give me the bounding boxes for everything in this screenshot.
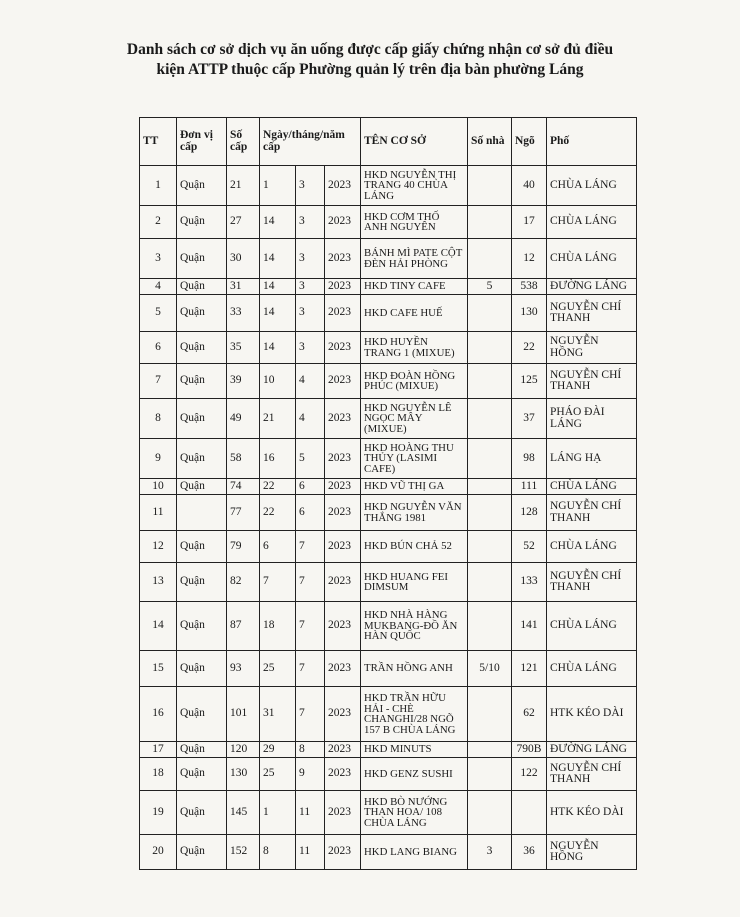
row-don-vi: Quận [177, 364, 227, 399]
row-tt: 10 [140, 479, 177, 495]
row-ngay: 14 [260, 239, 296, 279]
row-don-vi: Quận [177, 835, 227, 870]
row-so-cap: 35 [227, 332, 260, 364]
row-thang: 9 [296, 758, 325, 791]
row-tt: 9 [140, 439, 177, 479]
row-thang: 8 [296, 742, 325, 758]
row-pho: NGUYỄN CHÍ THANH [547, 563, 637, 602]
row-tt: 8 [140, 399, 177, 439]
row-so-cap: 120 [227, 742, 260, 758]
row-so-nha [468, 364, 512, 399]
row-ten-co-so: HKD TRẦN HỮU HẢI - CHÈ CHANGHI/28 NGÕ 157 B CHÙA LÁNG [361, 687, 468, 742]
row-don-vi: Quận [177, 206, 227, 239]
row-tt: 4 [140, 279, 177, 295]
row-don-vi: Quận [177, 439, 227, 479]
row-so-nha [468, 531, 512, 563]
document-title [60, 40, 680, 80]
header-tt: TT [140, 118, 177, 166]
row-pho: NGUYỄN CHÍ THANH [547, 295, 637, 332]
row-thang: 7 [296, 602, 325, 651]
header-ngo: Ngõ [512, 118, 547, 166]
row-ngo: 141 [512, 602, 547, 651]
row-so-cap: 79 [227, 531, 260, 563]
row-don-vi: Quận [177, 687, 227, 742]
row-nam: 2023 [325, 791, 361, 835]
row-pho: NGUYỄN CHÍ THANH [547, 758, 637, 791]
table-row [140, 364, 637, 399]
row-nam: 2023 [325, 835, 361, 870]
row-pho: NGUYỄN CHÍ THANH [547, 495, 637, 531]
row-pho: HTK KÉO DÀI [547, 687, 637, 742]
row-ngo [512, 791, 547, 835]
table-row [140, 279, 637, 295]
table-row [140, 332, 637, 364]
table-row [140, 495, 637, 531]
row-thang: 3 [296, 239, 325, 279]
table-row [140, 651, 637, 687]
row-nam: 2023 [325, 439, 361, 479]
header-so-cap: Số cấp [227, 118, 260, 166]
row-ngo: 62 [512, 687, 547, 742]
row-ngay: 25 [260, 758, 296, 791]
table-row [140, 563, 637, 602]
row-thang: 7 [296, 651, 325, 687]
table-row [140, 295, 637, 332]
row-tt: 7 [140, 364, 177, 399]
row-ngo: 98 [512, 439, 547, 479]
row-pho: CHÙA LÁNG [547, 479, 637, 495]
row-don-vi: Quận [177, 531, 227, 563]
row-ten-co-so: HKD BÚN CHẢ 52 [361, 531, 468, 563]
row-so-nha [468, 206, 512, 239]
row-tt: 14 [140, 602, 177, 651]
header-so-nha: Số nhà [468, 118, 512, 166]
table-row [140, 399, 637, 439]
row-ten-co-so: HKD LANG BIANG [361, 835, 468, 870]
row-ngay: 25 [260, 651, 296, 687]
row-ten-co-so: HKD HOÀNG THU THỦY (LASIMI CAFE) [361, 439, 468, 479]
row-don-vi: Quận [177, 651, 227, 687]
row-nam: 2023 [325, 332, 361, 364]
row-so-cap: 74 [227, 479, 260, 495]
row-so-nha [468, 602, 512, 651]
table-row [140, 206, 637, 239]
row-ngay: 8 [260, 835, 296, 870]
row-ten-co-so: HKD NGUYỄN THỊ TRANG 40 CHÙA LÁNG [361, 166, 468, 206]
table-row [140, 835, 637, 870]
row-pho: HTK KÉO DÀI [547, 791, 637, 835]
row-thang: 4 [296, 364, 325, 399]
row-tt: 20 [140, 835, 177, 870]
table-row [140, 758, 637, 791]
row-tt: 5 [140, 295, 177, 332]
row-don-vi: Quận [177, 758, 227, 791]
row-thang: 7 [296, 563, 325, 602]
row-ngay: 18 [260, 602, 296, 651]
row-so-nha: 3 [468, 835, 512, 870]
row-pho: LÁNG HẠ [547, 439, 637, 479]
row-ten-co-so: HKD HUYỀN TRANG 1 (MIXUE) [361, 332, 468, 364]
row-so-cap: 39 [227, 364, 260, 399]
row-so-nha [468, 439, 512, 479]
row-ngay: 22 [260, 479, 296, 495]
row-thang: 11 [296, 835, 325, 870]
row-don-vi: Quận [177, 332, 227, 364]
row-tt: 18 [140, 758, 177, 791]
row-thang: 3 [296, 332, 325, 364]
row-so-nha [468, 479, 512, 495]
header-don-vi-cap: Đơn vị cấp [177, 118, 227, 166]
row-pho: CHÙA LÁNG [547, 531, 637, 563]
row-ten-co-so: HKD NHÀ HÀNG MUKBANG-ĐỒ ĂN HÀN QUỐC [361, 602, 468, 651]
row-so-cap: 82 [227, 563, 260, 602]
row-ten-co-so: HKD NGUYỄN VĂN THẮNG 1981 [361, 495, 468, 531]
row-don-vi [177, 495, 227, 531]
row-thang: 6 [296, 479, 325, 495]
row-tt: 15 [140, 651, 177, 687]
row-so-nha [468, 295, 512, 332]
row-so-cap: 33 [227, 295, 260, 332]
row-tt: 3 [140, 239, 177, 279]
row-so-cap: 145 [227, 791, 260, 835]
row-tt: 6 [140, 332, 177, 364]
row-ten-co-so: BÁNH MÌ PATE CỘT ĐÈN HẢI PHÒNG [361, 239, 468, 279]
row-nam: 2023 [325, 742, 361, 758]
row-so-nha [468, 399, 512, 439]
row-tt: 1 [140, 166, 177, 206]
row-pho: CHÙA LÁNG [547, 651, 637, 687]
row-so-nha: 5/10 [468, 651, 512, 687]
row-ngo: 111 [512, 479, 547, 495]
row-so-cap: 49 [227, 399, 260, 439]
table-row [140, 531, 637, 563]
row-tt: 13 [140, 563, 177, 602]
row-don-vi: Quận [177, 742, 227, 758]
row-pho: NGUYỄN HỒNG [547, 835, 637, 870]
row-nam: 2023 [325, 687, 361, 742]
row-pho: CHÙA LÁNG [547, 206, 637, 239]
row-nam: 2023 [325, 279, 361, 295]
row-so-nha [468, 166, 512, 206]
row-ngay: 14 [260, 332, 296, 364]
row-ngay: 21 [260, 399, 296, 439]
facility-table [139, 117, 637, 870]
row-ten-co-so: HKD GENZ SUSHI [361, 758, 468, 791]
row-don-vi: Quận [177, 479, 227, 495]
row-so-cap: 101 [227, 687, 260, 742]
row-tt: 19 [140, 791, 177, 835]
row-so-cap: 27 [227, 206, 260, 239]
row-nam: 2023 [325, 166, 361, 206]
row-ngay: 14 [260, 206, 296, 239]
row-tt: 16 [140, 687, 177, 742]
row-ten-co-so: HKD BÒ NƯỚNG THAN HOA/ 108 CHÙA LÁNG [361, 791, 468, 835]
row-ngo: 40 [512, 166, 547, 206]
row-ngo: 130 [512, 295, 547, 332]
table-row [140, 439, 637, 479]
row-tt: 12 [140, 531, 177, 563]
row-don-vi: Quận [177, 399, 227, 439]
row-ngay: 1 [260, 166, 296, 206]
table-row [140, 687, 637, 742]
row-so-nha [468, 791, 512, 835]
row-ten-co-so: HKD ĐOÀN HỒNG PHÚC (MIXUE) [361, 364, 468, 399]
row-thang: 11 [296, 791, 325, 835]
row-ngo: 790B [512, 742, 547, 758]
row-ngo: 122 [512, 758, 547, 791]
row-thang: 7 [296, 531, 325, 563]
row-so-nha [468, 332, 512, 364]
row-pho: CHÙA LÁNG [547, 166, 637, 206]
row-pho: PHÁO ĐÀI LÁNG [547, 399, 637, 439]
row-so-cap: 130 [227, 758, 260, 791]
row-thang: 3 [296, 279, 325, 295]
row-tt: 2 [140, 206, 177, 239]
row-ngo: 17 [512, 206, 547, 239]
row-ngay: 31 [260, 687, 296, 742]
row-so-cap: 58 [227, 439, 260, 479]
header-row [140, 118, 637, 166]
row-pho: ĐƯỜNG LÁNG [547, 279, 637, 295]
row-ten-co-so: HKD HUANG FEI DIMSUM [361, 563, 468, 602]
row-nam: 2023 [325, 399, 361, 439]
row-ngay: 14 [260, 295, 296, 332]
row-so-cap: 31 [227, 279, 260, 295]
row-don-vi: Quận [177, 563, 227, 602]
title-line-2: kiện ATTP thuộc cấp Phường quản lý trên địa bàn phường Láng [156, 61, 584, 78]
table-row [140, 166, 637, 206]
header-pho: Phố [547, 118, 637, 166]
table-row [140, 239, 637, 279]
row-nam: 2023 [325, 364, 361, 399]
title-line-1: Danh sách cơ sở dịch vụ ăn uống được cấp giấy chứng nhận cơ sở đủ điều [126, 41, 614, 58]
row-so-nha [468, 687, 512, 742]
row-thang: 4 [296, 399, 325, 439]
table-row [140, 602, 637, 651]
header-ngay-thang-nam: Ngày/tháng/năm cấp [260, 118, 361, 166]
row-pho: CHÙA LÁNG [547, 239, 637, 279]
row-ngay: 6 [260, 531, 296, 563]
row-pho: NGUYỄN CHÍ THANH [547, 364, 637, 399]
row-ngo: 36 [512, 835, 547, 870]
row-nam: 2023 [325, 563, 361, 602]
row-ten-co-so: HKD NGUYỄN LÊ NGỌC MÂY (MIXUE) [361, 399, 468, 439]
row-ngo: 22 [512, 332, 547, 364]
row-nam: 2023 [325, 651, 361, 687]
row-don-vi: Quận [177, 602, 227, 651]
row-ngo: 538 [512, 279, 547, 295]
row-ten-co-so: TRẦN HỒNG ANH [361, 651, 468, 687]
row-ngay: 14 [260, 279, 296, 295]
row-ngo: 133 [512, 563, 547, 602]
row-pho: ĐƯỜNG LÁNG [547, 742, 637, 758]
row-nam: 2023 [325, 295, 361, 332]
table-body [140, 166, 637, 870]
row-thang: 3 [296, 166, 325, 206]
row-ngo: 128 [512, 495, 547, 531]
row-thang: 5 [296, 439, 325, 479]
row-so-nha [468, 239, 512, 279]
row-so-cap: 93 [227, 651, 260, 687]
row-don-vi: Quận [177, 295, 227, 332]
row-nam: 2023 [325, 495, 361, 531]
row-ngay: 10 [260, 364, 296, 399]
row-don-vi: Quận [177, 791, 227, 835]
row-so-nha [468, 742, 512, 758]
row-ngo: 52 [512, 531, 547, 563]
row-ngo: 12 [512, 239, 547, 279]
row-so-nha [468, 758, 512, 791]
row-so-cap: 152 [227, 835, 260, 870]
header-ten-co-so: TÊN CƠ SỞ [361, 118, 468, 166]
row-ngo: 37 [512, 399, 547, 439]
row-thang: 6 [296, 495, 325, 531]
row-so-cap: 30 [227, 239, 260, 279]
row-thang: 3 [296, 295, 325, 332]
row-don-vi: Quận [177, 279, 227, 295]
row-ngay: 22 [260, 495, 296, 531]
table-row [140, 742, 637, 758]
row-nam: 2023 [325, 531, 361, 563]
row-so-nha [468, 495, 512, 531]
row-so-nha [468, 563, 512, 602]
row-pho: CHÙA LÁNG [547, 602, 637, 651]
row-thang: 7 [296, 687, 325, 742]
table-row [140, 791, 637, 835]
row-don-vi: Quận [177, 239, 227, 279]
row-ngay: 29 [260, 742, 296, 758]
row-ngay: 1 [260, 791, 296, 835]
row-nam: 2023 [325, 239, 361, 279]
row-so-cap: 21 [227, 166, 260, 206]
row-tt: 11 [140, 495, 177, 531]
row-so-nha: 5 [468, 279, 512, 295]
row-ngo: 125 [512, 364, 547, 399]
row-ngo: 121 [512, 651, 547, 687]
row-nam: 2023 [325, 479, 361, 495]
row-nam: 2023 [325, 206, 361, 239]
row-ten-co-so: HKD CƠM THỐ ANH NGUYÊN [361, 206, 468, 239]
row-pho: NGUYỄN HỒNG [547, 332, 637, 364]
row-so-cap: 87 [227, 602, 260, 651]
row-thang: 3 [296, 206, 325, 239]
row-nam: 2023 [325, 758, 361, 791]
row-don-vi: Quận [177, 166, 227, 206]
row-ten-co-so: HKD VŨ THỊ GA [361, 479, 468, 495]
table-row [140, 479, 637, 495]
row-ten-co-so: HKD TINY CAFE [361, 279, 468, 295]
row-so-cap: 77 [227, 495, 260, 531]
row-ten-co-so: HKD CAFE HUẾ [361, 295, 468, 332]
row-ngay: 7 [260, 563, 296, 602]
row-ngay: 16 [260, 439, 296, 479]
row-ten-co-so: HKD MINUTS [361, 742, 468, 758]
row-tt: 17 [140, 742, 177, 758]
row-nam: 2023 [325, 602, 361, 651]
